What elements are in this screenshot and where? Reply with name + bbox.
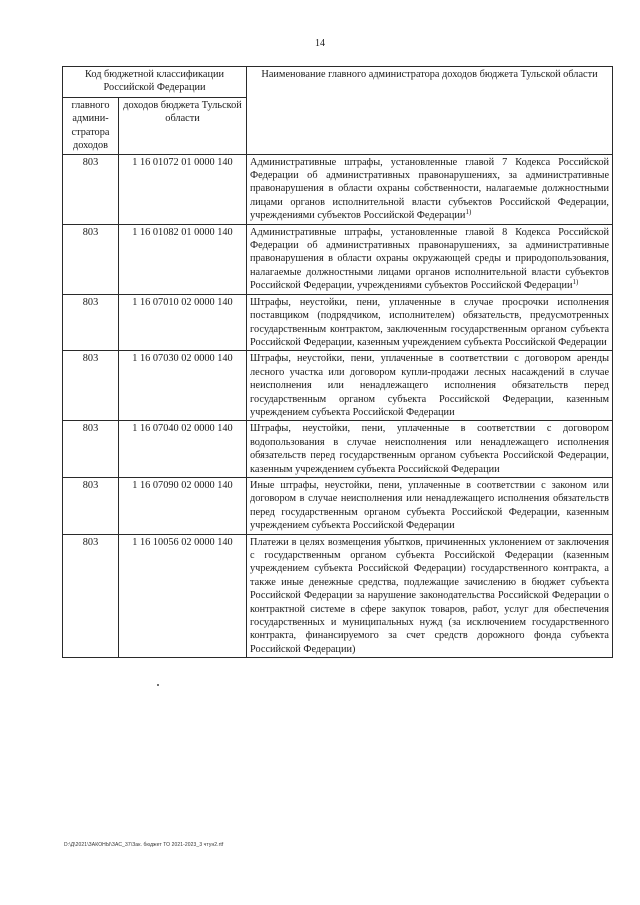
revenue-name-text: Штрафы, неустойки, пени, уплаченные в случае просрочки исполнения поставщиком (подрядчиком, исполнителем) обязательств, предусмотренных государственным контрактом, заключенным государственным органом субъекта Российской Федерации, казенным учреждением субъекта Российской Федерации: [250, 296, 610, 348]
admin-code-cell: 803: [63, 421, 119, 478]
revenue-name-cell: [247, 154, 613, 224]
table-row: [63, 224, 613, 294]
admin-code-cell: 803: [63, 534, 119, 658]
admin-code-cell: 803: [63, 294, 119, 351]
header-admin-code: главного админи-стратора доходов: [63, 98, 119, 155]
revenue-name-text: Иные штрафы, неустойки, пени, уплаченные в соответствии с законом или договором в случае неисполнения или ненадлежащего исполнения обязательств перед государственным органом субъекта Российской Федерации, казенным учреждением субъекта Российской Федерации: [250, 479, 610, 532]
revenue-name-text: Административные штрафы, установленные главой 7 Кодекса Российской Федерации об административных правонарушениях, за административные правонарушения в области охраны собственности, налагаемые должностными лицами органов исполнительной власти субъектов Российской Федерации, учреждениями субъектов Российской Федерации: [250, 156, 610, 222]
revenue-name-text: Платежи в целях возмещения убытков, причиненных уклонением от заключения с государственным органом субъекта Российской Федерации (казенным учреждением субъекта Российской Федерации) государственного контракта, а также иные денежные средства, подлежащие зачислению в бюджет субъекта Российской Федерации за нарушение законодательства Российской Федерации о контрактной системе в сфере закупок товаров, работ, услуг для обеспечения государственных и муниципальных нужд (за исключением государственного контракта, финансируемого за счет средств дорожного фонда субъекта Российской Федерации): [250, 536, 610, 655]
header-admin-name: Наименование главного администратора доходов бюджета Тульской области: [247, 67, 613, 155]
revenue-name-cell: [247, 477, 613, 534]
revenue-code-cell: 1 16 10056 02 0000 140: [119, 534, 247, 658]
header-code-group: Код бюджетной классификации Российской Федерации: [63, 67, 247, 98]
table-row: [63, 421, 613, 478]
revenue-name-cell: [247, 224, 613, 294]
table-row: [63, 477, 613, 534]
page-number: 14: [315, 38, 325, 49]
scan-speck: [157, 684, 159, 686]
revenue-code-cell: 1 16 01072 01 0000 140: [119, 154, 247, 224]
file-path-footer: D:\Д\2021\ЗАКОНЫ\ЗАС_37\Зак. бюджет ТО 2021-2023_3 чтун2.rtf: [64, 842, 224, 848]
revenue-name-cell: [247, 534, 613, 658]
header-revenue-code: доходов бюджета Тульской области: [119, 98, 247, 155]
admin-code-cell: 803: [63, 477, 119, 534]
revenue-admin-table: [62, 66, 613, 658]
revenue-name-cell: [247, 351, 613, 421]
revenue-code-cell: 1 16 07010 02 0000 140: [119, 294, 247, 351]
footnote-marker: 1): [572, 278, 579, 287]
revenue-name-cell: [247, 294, 613, 351]
revenue-code-cell: 1 16 07090 02 0000 140: [119, 477, 247, 534]
revenue-code-cell: 1 16 07040 02 0000 140: [119, 421, 247, 478]
revenue-name-text: Штрафы, неустойки, пени, уплаченные в соответствии с договором аренды лесного участка или договором купли-продажи лесных насаждений в случае неисполнения или ненадлежащего исполнения обязательств перед государственным органом субъекта Российской Федерации, казенным учреждением субъекта Российской Федерации: [250, 353, 610, 418]
revenue-name-text: Административные штрафы, установленные главой 8 Кодекса Российской Федерации об административных правонарушениях, за административные правонарушения в области охраны окружающей среды и природопользования, налагаемые должностными лицами органов исполнительной власти субъектов Российской Федерации, учреждениями субъектов Российской Федерации: [250, 226, 610, 292]
revenue-code-cell: 1 16 07030 02 0000 140: [119, 351, 247, 421]
revenue-name-cell: [247, 421, 613, 478]
table-row: [63, 294, 613, 351]
table-row: [63, 351, 613, 421]
admin-code-cell: 803: [63, 351, 119, 421]
table-row: [63, 154, 613, 224]
footnote-marker: 1): [465, 208, 472, 217]
admin-code-cell: 803: [63, 224, 119, 294]
revenue-code-cell: 1 16 01082 01 0000 140: [119, 224, 247, 294]
admin-code-cell: 803: [63, 154, 119, 224]
revenue-name-text: Штрафы, неустойки, пени, уплаченные в соответствии с договором водопользования в случае неисполнения или ненадлежащего исполнения обязательств перед государственным органом субъекта Российской Федерации, казенным учреждением субъекта Российской Федерации: [250, 423, 610, 475]
table-row: [63, 534, 613, 658]
